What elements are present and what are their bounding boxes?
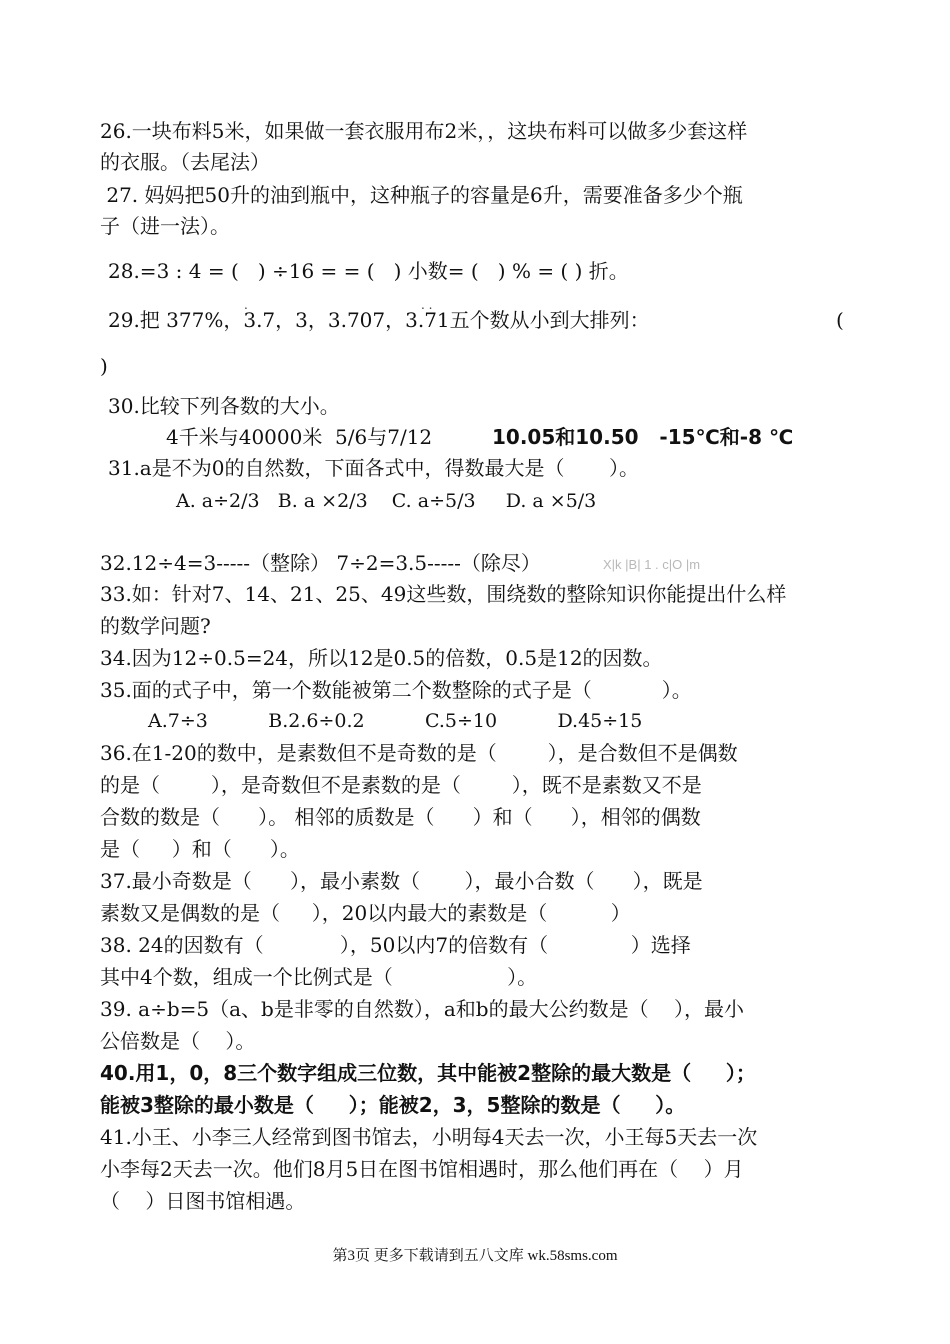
question-36-line-2: 的是（ ），是奇数但不是素数的是（ ），既不是素数又不是 bbox=[100, 773, 702, 797]
question-35-options: A.7÷3 B.2.6÷0.2 C.5÷10 D.45÷15 bbox=[148, 710, 643, 732]
question-39-line-2: 公倍数是（ ）。 bbox=[100, 1029, 256, 1053]
repeating-decimal-dots: . . bbox=[421, 298, 433, 312]
question-38-line-2: 其中4个数，组成一个比例式是（ ）。 bbox=[100, 965, 538, 989]
question-38-line-1: 38. 24的因数有（ ），50以内7的倍数有（ ）选择 bbox=[100, 933, 691, 957]
question-29-line-1: 29.把 377%，3.7，3，3.707，3.71五个数从小到大排列： bbox=[108, 308, 650, 332]
question-40-line-2: 能被3整除的最小数是（ ）；能被2，3，5整除的数是（ ）。 bbox=[100, 1093, 686, 1117]
question-37-line-1: 37.最小奇数是（ ），最小素数（ ），最小合数（ ），既是 bbox=[100, 869, 703, 893]
question-27-line-1: 27. 妈妈把50升的油到瓶中，这种瓶子的容量是6升，需要准备多少个瓶 bbox=[100, 183, 743, 207]
question-31-options: A. a÷2/3 B. a ×2/3 C. a÷5/3 D. a ×5/3 bbox=[176, 490, 597, 512]
question-32: 32.12÷4=3-----（整除） 7÷2=3.5-----（除尽） bbox=[100, 551, 541, 575]
question-26-line-1: 26.一块布料5米，如果做一套衣服用布2米，，这块布料可以做多少套这样 bbox=[100, 119, 748, 143]
question-26-line-2: 的衣服。（去尾法） bbox=[100, 150, 270, 174]
question-39-line-1: 39. a÷b=5（a、b是非零的自然数），a和b的最大公约数是（ ），最小 bbox=[100, 997, 745, 1021]
page-footer: 第3页 更多下载请到五八文库 wk.58sms.com bbox=[332, 1248, 618, 1264]
question-33-line-1: 33.如：针对7、14、21、25、49这些数，围绕数的整除知识你能提出什么样 bbox=[100, 582, 787, 606]
repeating-decimal-dot: . bbox=[244, 298, 248, 312]
question-41-line-1: 41.小王、小李三人经常到图书馆去，小明每4天去一次，小王每5天去一次 bbox=[100, 1125, 758, 1149]
question-37-line-2: 素数又是偶数的是（ ），20以内最大的素数是（ ） bbox=[100, 901, 631, 925]
question-41-line-2: 小李每2天去一次。他们8月5日在图书馆相遇时，那么他们再在（ ）月 bbox=[100, 1157, 744, 1181]
question-35: 35.面的式子中，第一个数能被第二个数整除的式子是（ ）。 bbox=[100, 678, 692, 702]
question-36-line-4: 是（ ）和（ ）。 bbox=[100, 837, 300, 861]
question-30: 30.比较下列各数的大小。 bbox=[108, 394, 340, 418]
question-40-line-1: 40.用1，0，8三个数字组成三位数，其中能被2整除的最大数是（ ）； bbox=[100, 1061, 756, 1085]
question-28: 28.=3 : 4 = ( ) ÷16 = = ( ) 小数= ( ) % = ( ) 折。 bbox=[108, 259, 629, 283]
question-29-open-paren: ( bbox=[836, 308, 844, 332]
question-41-line-3: （ ）日图书馆相遇。 bbox=[100, 1189, 306, 1213]
question-27-line-2: 子（进一法）。 bbox=[100, 214, 230, 238]
question-36-line-3: 合数的数是（ ）。 相邻的质数是（ ）和（ ），相邻的偶数 bbox=[100, 805, 701, 829]
question-36-line-1: 36.在1-20的数中，是素数但不是奇数的是（ ），是合数但不是偶数 bbox=[100, 741, 738, 765]
question-33-line-2: 的数学问题? bbox=[100, 614, 211, 638]
question-30-items: 4千米与40000米 5/6与7/12 bbox=[166, 425, 433, 449]
watermark-text: X|k |B| 1 . c|O |m bbox=[603, 557, 701, 572]
question-34: 34.因为12÷0.5=24，所以12是0.5的倍数，0.5是12的因数。 bbox=[100, 646, 663, 670]
question-31: 31.a是不为0的自然数，下面各式中，得数最大是（ ）。 bbox=[108, 456, 639, 480]
question-29-close-paren: ) bbox=[100, 354, 108, 378]
question-30-bold-items: 10.05和10.50 -15℃和-8 ℃ bbox=[492, 425, 794, 449]
